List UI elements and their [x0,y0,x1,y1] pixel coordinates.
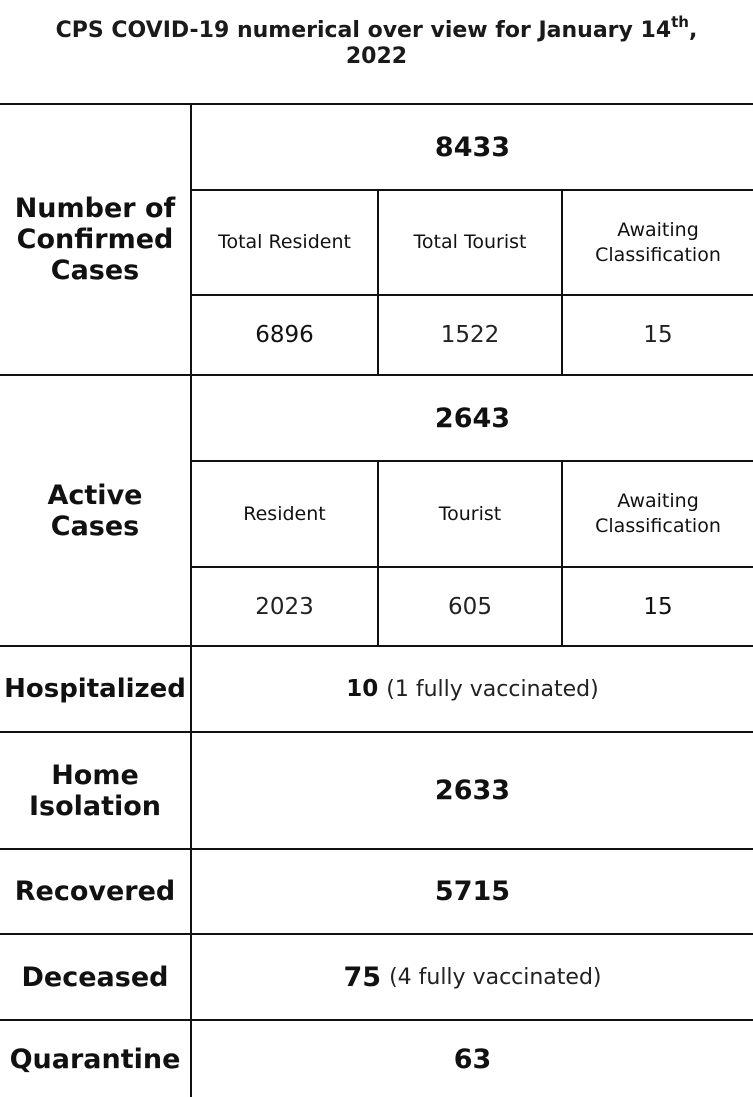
active-total-value: 2643 [434,402,511,434]
confirmed-value-total-resident: 6896 [255,322,314,348]
active-value-tourist: 605 [448,593,492,620]
quarantine-value: 63 [453,1043,492,1075]
confirmed-total-value: 8433 [434,131,511,163]
home-isolation-label: Home Isolation [28,759,162,822]
title-comma: , [689,18,698,43]
title-line-2: 2022 [345,44,408,69]
title-line-1 [0,12,753,44]
deceased-label: Deceased [21,961,169,993]
hospitalized-label: Hospitalized [4,673,186,704]
hospitalized-value: 10 [346,676,379,702]
hospitalized-value-cell [192,647,753,731]
recovered-label: Recovered [14,876,176,907]
deceased-note: (4 fully vaccinated) [389,964,602,990]
confirmed-cases-label: Number of Confirmed Cases [14,193,176,286]
hospitalized-note: (1 fully vaccinated) [386,676,599,702]
confirmed-header-awaiting: Awaiting Classification [595,218,721,266]
active-header-awaiting: Awaiting Classification [595,490,721,537]
deceased-value: 75 [343,961,382,993]
title-superscript: th [671,12,689,31]
recovered-value: 5715 [434,876,511,907]
page-title [0,12,753,70]
active-cases-label: Active Cases [47,479,143,542]
confirmed-value-awaiting: 15 [643,322,673,348]
confirmed-value-total-tourist: 1522 [440,322,500,348]
home-isolation-value: 2633 [434,775,511,806]
title-text: CPS COVID-19 numerical over view for January 14 [55,18,672,43]
quarantine-label: Quarantine [9,1043,181,1075]
confirmed-header-total-tourist: Total Tourist [413,231,527,253]
confirmed-header-total-resident: Total Resident [218,231,351,253]
active-header-tourist: Tourist [438,502,502,525]
active-value-resident: 2023 [255,593,314,620]
active-value-awaiting: 15 [643,593,673,620]
active-header-resident: Resident [243,502,326,525]
deceased-value-cell [192,935,753,1019]
